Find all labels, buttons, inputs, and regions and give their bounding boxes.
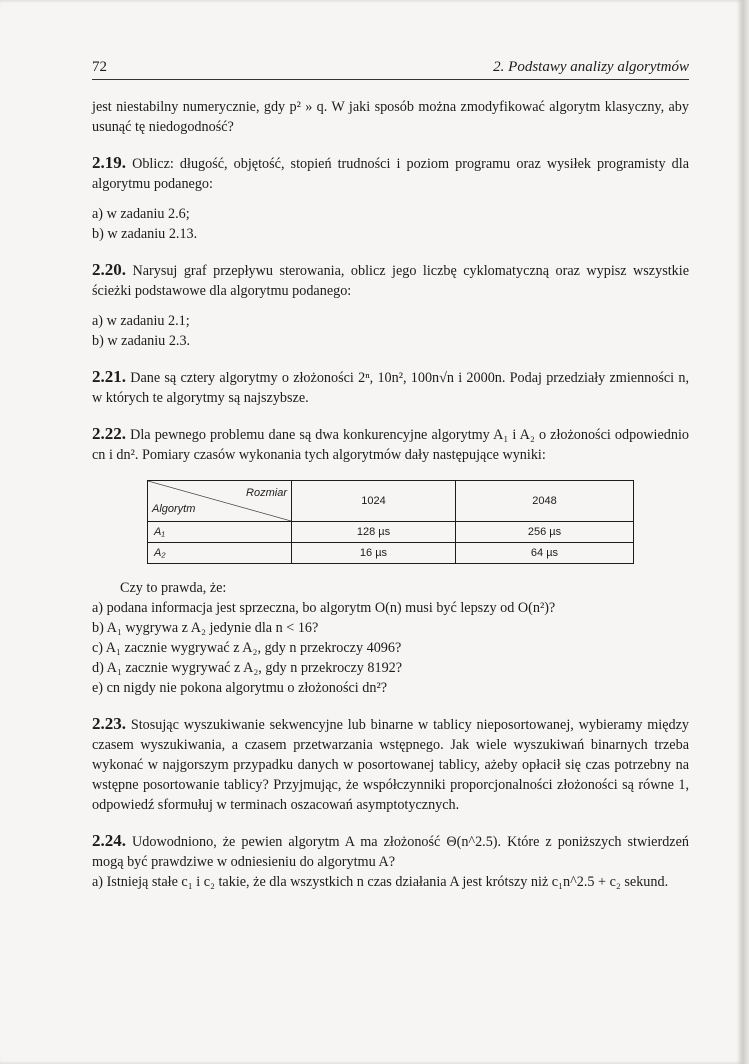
- size-header-2048: 2048: [456, 481, 634, 522]
- timing-table: [147, 480, 634, 564]
- exercise-text: Dane są cztery algorytmy o złożoności 2ⁿ, 10n², 100n√n i 2000n. Podaj przedziały zmienności n, w których te algorytmy są najszybsze.: [92, 370, 689, 406]
- exercise-text: Stosując wyszukiwanie sekwencyjne lub binarne w tablicy nieposortowanej, wybieramy między czasem wyszukiwania, a czasem przetwarzania wstępnego. Jak wiele wyszukiwań binarnych trzeba wykonać w najgorszym przypadku danych w posortowanej tablicy, ażeby opłacił się czas potrzebny na wstępne posortowanie tablicy? Przyjmując, że współczynniki proporcjonalności złożoności są równe 1, odpowiedź sformułuj w terminach oszacowań asymptotycznych.: [92, 717, 690, 813]
- intro-paragraph: jest niestabilny numerycznie, gdy p² » q. W jaki sposób można zmodyfikować algorytm klasyczny, aby usunąć tę niedogodność?: [92, 99, 689, 135]
- table-row: [148, 543, 634, 564]
- chapter-title: 2. Podstawy analizy algorytmów: [493, 59, 689, 75]
- exercise-number: 2.23.: [92, 714, 126, 733]
- page-edge: [743, 0, 749, 1064]
- exercise-2-22: [92, 424, 689, 465]
- exercise-number: 2.22.: [92, 424, 126, 443]
- exercise-number: 2.20.: [92, 260, 126, 279]
- exercise-2-21: [92, 367, 689, 408]
- list-item: a) w zadaniu 2.1;: [92, 313, 190, 329]
- exercise-2-24: [92, 831, 689, 872]
- page-body: [92, 97, 689, 892]
- table-cell: 256 µs: [456, 522, 634, 543]
- algorithm-name: A₂: [148, 543, 292, 564]
- table-cell: 64 µs: [456, 543, 634, 564]
- list-item: a) podana informacja jest sprzeczna, bo algorytm O(n) musi być lepszy od O(n²)?: [92, 600, 556, 616]
- table-corner-cell: [148, 481, 292, 522]
- exercise-text: Narysuj graf przepływu sterowania, oblicz jego liczbę cyklomatyczną oraz wypisz wszystkie ścieżki podstawowe dla algorytmu podanego:: [92, 263, 689, 299]
- row-header-label: Algorytm: [152, 503, 196, 515]
- exercise-text: Oblicz: długość, objętość, stopień trudności i poziom programu oraz wysiłek programisty dla algorytmu podanego:: [92, 156, 689, 192]
- exercise-number: 2.21.: [92, 367, 126, 386]
- size-header-1024: 1024: [292, 481, 456, 522]
- list-item: a) Istnieją stałe c₁ i c₂ takie, że dla wszystkich n czas działania A jest krótszy niż c₁n^2.5 + c₂ sekund.: [92, 874, 669, 890]
- exercise-2-23: [92, 714, 689, 815]
- exercise-2-19: [92, 153, 689, 194]
- exercise-text: Dla pewnego problemu dane są dwa konkurencyjne algorytmy A₁ i A₂ o złożoności odpowiednio cn i dn². Pomiary czasów wykonania tych algorytmów dały następujące wyniki:: [92, 427, 689, 463]
- question-prompt: Czy to prawda, że:: [120, 580, 227, 596]
- exercise-2-20: [92, 260, 689, 301]
- exercise-number: 2.19.: [92, 153, 126, 172]
- list-item: c) A₁ zacznie wygrywać z A₂, gdy n przekroczy 4096?: [92, 640, 402, 656]
- list-item: d) A₁ zacznie wygrywać z A₂, gdy n przekroczy 8192?: [92, 660, 403, 676]
- algorithm-name: A₁: [148, 522, 292, 543]
- table-cell: 16 µs: [292, 543, 456, 564]
- col-header-label: Rozmiar: [246, 487, 287, 499]
- list-item: e) cn nigdy nie pokona algorytmu o złożoności dn²?: [92, 680, 388, 696]
- table-row: [148, 522, 634, 543]
- list-item: b) w zadaniu 2.3.: [92, 333, 191, 349]
- exercise-number: 2.24.: [92, 831, 126, 850]
- page-number: 72: [92, 59, 107, 75]
- running-header: [92, 57, 689, 80]
- list-item: b) w zadaniu 2.13.: [92, 226, 198, 242]
- list-item: a) w zadaniu 2.6;: [92, 206, 190, 222]
- table-cell: 128 µs: [292, 522, 456, 543]
- list-item: b) A₁ wygrywa z A₂ jedynie dla n < 16?: [92, 620, 319, 636]
- exercise-text: Udowodniono, że pewien algorytm A ma złożoność Θ(n^2.5). Które z poniższych stwierdzeń mogą być prawdziwe w odniesieniu do algorytmu A?: [92, 834, 689, 870]
